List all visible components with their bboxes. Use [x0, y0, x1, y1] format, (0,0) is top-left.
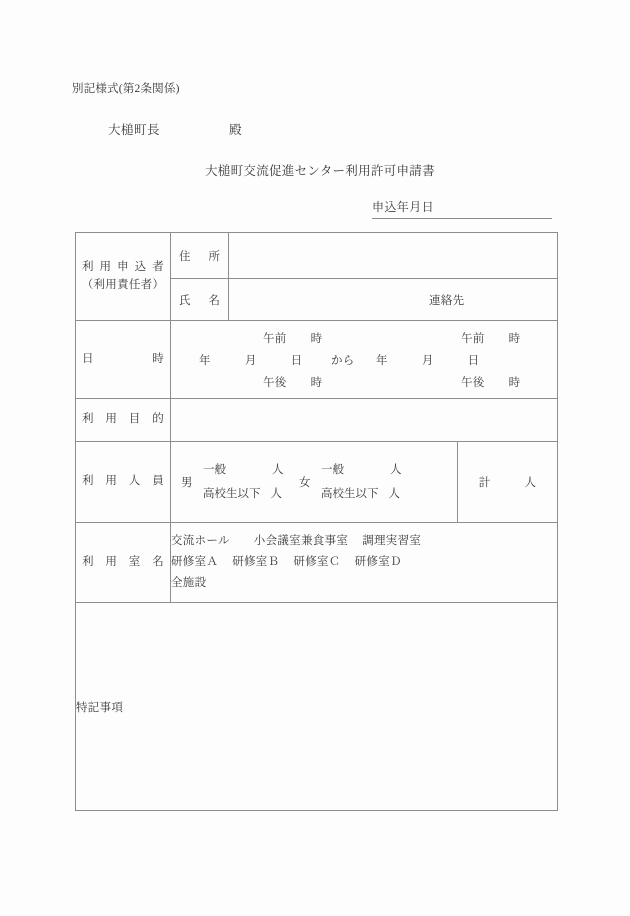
table-row-datetime — [76, 321, 558, 399]
female-label: 女 — [299, 477, 311, 489]
total-label: 計 — [478, 477, 491, 489]
female-general-label: 一般 — [321, 463, 344, 476]
female-student-unit: 人 — [388, 488, 400, 500]
name-label-cell — [171, 279, 229, 321]
people-label: 利用人員 — [82, 475, 164, 488]
start-month-unit: 月 — [244, 355, 257, 367]
applicant-label-cell — [76, 233, 171, 321]
total-unit: 人 — [524, 477, 537, 489]
female-general-unit: 人 — [390, 463, 402, 476]
datetime-connector: から — [331, 355, 355, 367]
room-option-training-c[interactable]: 研修室Ｃ — [293, 555, 341, 568]
room-option-kouryu-hall[interactable]: 交流ホール — [171, 534, 230, 547]
male-student-unit: 人 — [270, 488, 282, 500]
table-row-people — [76, 442, 558, 523]
people-total-cell[interactable] — [458, 442, 558, 523]
applicant-label-line1: 利用申込者 — [82, 260, 164, 273]
applicant-label-line2: （利用責任者） — [81, 278, 165, 291]
notes-cell[interactable] — [76, 603, 558, 811]
address-label-cell — [171, 233, 229, 279]
male-student-label: 高校生以下 — [203, 488, 261, 500]
end-day-unit: 日 — [467, 355, 480, 367]
people-label-cell — [76, 442, 171, 523]
female-student-row — [321, 482, 402, 506]
female-student-label: 高校生以下 — [321, 488, 379, 500]
room-option-training-d[interactable]: 研修室Ｄ — [354, 555, 402, 568]
start-pm-label: 午後 — [263, 377, 287, 389]
rooms-options-cell[interactable] — [171, 523, 558, 603]
start-am-hour-unit: 時 — [310, 333, 323, 345]
room-option-training-a[interactable]: 研修室Ａ — [171, 555, 219, 568]
start-am-label: 午前 — [263, 333, 287, 345]
application-date-field[interactable]: 申込年月日 — [372, 198, 552, 219]
room-option-small-meeting-dining[interactable]: 小会議室兼食事室 — [253, 534, 349, 547]
contact-label: 連絡先 — [429, 294, 465, 307]
rooms-label: 利用室名 — [82, 555, 164, 568]
room-option-cooking-practice[interactable]: 調理実習室 — [362, 534, 422, 547]
end-year-unit: 年 — [376, 355, 388, 367]
male-label: 男 — [181, 477, 193, 489]
table-row-address — [76, 233, 558, 279]
male-general-unit: 人 — [272, 463, 284, 476]
people-input-cell[interactable] — [171, 442, 458, 523]
start-pm-line — [263, 374, 322, 390]
rooms-line-1 — [171, 531, 557, 552]
application-form-table — [75, 232, 558, 811]
rooms-label-cell — [76, 523, 171, 603]
start-day-unit: 日 — [290, 355, 303, 367]
start-year-unit: 年 — [199, 355, 211, 367]
end-pm-label: 午後 — [461, 377, 485, 389]
notes-label: 特記事項 — [76, 701, 124, 714]
male-general-label: 一般 — [203, 463, 226, 476]
form-code: 別記様式(第2条関係) — [72, 83, 180, 95]
start-pm-hour-unit: 時 — [310, 377, 323, 389]
addressee-honorific: 殿 — [229, 123, 243, 137]
addressee-name: 大槌町長 — [108, 123, 161, 137]
male-general-row — [203, 458, 284, 482]
table-row-purpose — [76, 399, 558, 442]
end-date-line — [376, 352, 479, 368]
rooms-line-3 — [171, 573, 557, 594]
room-option-training-b[interactable]: 研修室Ｂ — [232, 555, 280, 568]
room-option-all-facilities[interactable]: 全施設 — [171, 577, 207, 590]
end-am-line — [461, 330, 520, 346]
female-general-row — [321, 458, 402, 482]
addressee-row — [108, 120, 242, 138]
end-am-label: 午前 — [461, 333, 485, 345]
start-am-line — [263, 330, 322, 346]
end-month-unit: 月 — [421, 355, 434, 367]
purpose-label-cell — [76, 399, 171, 442]
name-input-cell[interactable] — [229, 279, 558, 321]
end-pm-hour-unit: 時 — [508, 377, 521, 389]
purpose-label: 利用目的 — [82, 413, 164, 426]
rooms-line-2 — [171, 552, 557, 573]
name-label: 氏 名 — [179, 294, 220, 307]
datetime-label: 日時 — [82, 352, 164, 365]
end-am-hour-unit: 時 — [508, 333, 521, 345]
start-date-line — [199, 352, 302, 368]
table-row-rooms — [76, 523, 558, 603]
purpose-input-cell[interactable] — [171, 399, 558, 442]
document-title: 大槌町交流促進センター利用許可申請書 — [205, 164, 435, 178]
address-input-cell[interactable] — [229, 233, 558, 279]
end-pm-line — [461, 374, 520, 390]
datetime-label-cell — [76, 321, 171, 399]
address-label: 住 所 — [179, 250, 220, 263]
datetime-input-cell[interactable] — [171, 321, 558, 399]
table-row-notes — [76, 603, 558, 811]
male-student-row — [203, 482, 284, 506]
